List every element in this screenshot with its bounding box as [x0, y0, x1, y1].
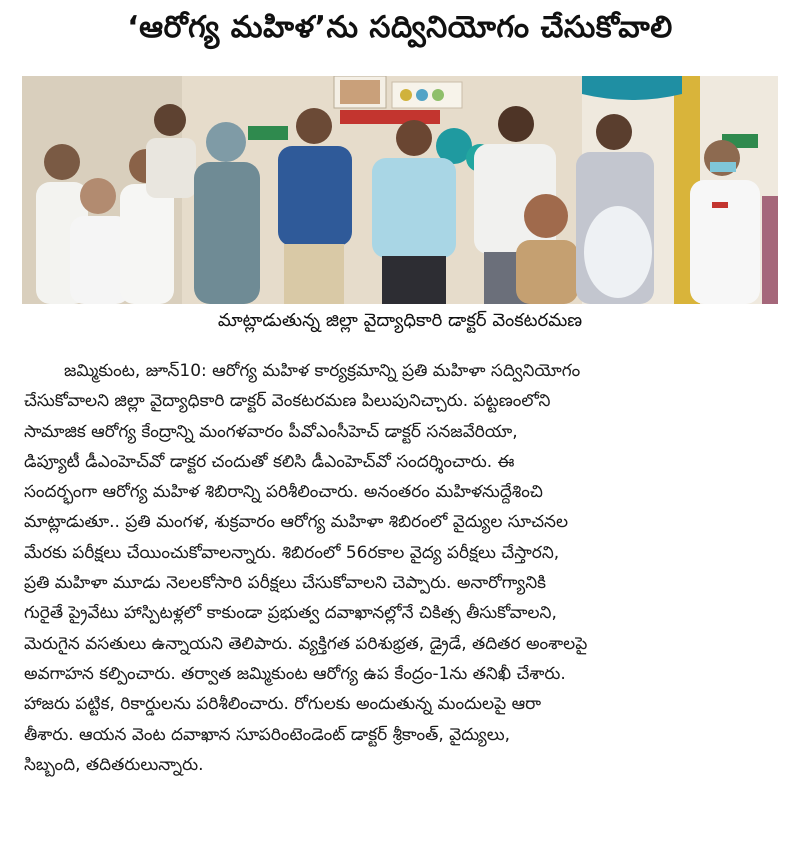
body-line: డిప్యూటీ డీఎంహెచ్‌వో డాక్టర చందుతో కలిసి డీఎంహెచ్‌వో సందర్శించారు. ఈ	[24, 451, 515, 472]
body-line: సామాజిక ఆరోగ్య కేంద్రాన్ని మంగళవారం పీవోఎంసీహెచ్ డాక్టర్ సనజవేరియా,	[24, 421, 518, 442]
article-photo	[22, 76, 778, 304]
body-line: ప్రతి మహిళా మూడు నెలలకోసారి పరీక్షలు చేసుకోవాలని చెప్పారు. అనారోగ్యానికి	[24, 573, 547, 594]
body-line: మాట్లాడుతూ.. ప్రతి మంగళ, శుక్రవారం ఆరోగ్య మహిళా శిబిరంలో వైద్యుల సూచనల	[24, 512, 568, 533]
body-line: మేరకు పరీక్షలు చేయించుకోవాలన్నారు. శిబిరంలో 56రకాల వైద్య పరీక్షలు చేస్తారని,	[24, 542, 560, 563]
group-photo-illustration	[22, 76, 778, 304]
body-line: జమ్మికుంట, జూన్10: ఆరోగ్య మహిళ కార్యక్రమాన్ని ప్రతి మహిళా సద్వినియోగం	[64, 361, 581, 381]
article-headline: ‘ఆరోగ్య మహిళ’ను సద్వినియోగం చేసుకోవాలి	[127, 10, 673, 45]
body-line: తీశారు. ఆయన వెంట దవాఖాన సూపరింటెండెంట్ డాక్టర్ శ్రీకాంత్, వైద్యులు,	[24, 724, 511, 745]
body-line: గురైతే ప్రైవేటు హాస్పిటళ్లలో కాకుండా ప్రభుత్వ దవాఖానల్లోనే చికిత్స తీసుకోవాలని,	[24, 603, 557, 624]
body-line: హాజరు పట్టిక, రికార్డులను పరిశీలించారు. రోగులకు అందుతున్న మందులపై ఆరా	[24, 694, 542, 715]
article-body	[24, 356, 780, 780]
body-line: సందర్భంగా ఆరోగ్య మహిళ శిబిరాన్ని పరిశీలించారు. అనంతరం మహిళనుద్దేశించి	[24, 482, 543, 503]
body-line: చేసుకోవాలని జిల్లా వైద్యాధికారి డాక్టర్ వెంకటరమణ పిలుపునిచ్చారు. పట్టణంలోని	[24, 391, 551, 412]
body-line: అవగాహన కల్పించారు. తర్వాత జమ్మికుంట ఆరోగ్య ఉప కేంద్రం-1ను తనిఖీ చేశారు.	[24, 663, 566, 684]
body-line: సిబ్బంది, తదితరులున్నారు.	[24, 754, 204, 775]
body-line: మెరుగైన వసతులు ఉన్నాయని తెలిపారు. వ్యక్తిగత పరిశుభ్రత, డ్రైడే, తదితర అంశాలపై	[24, 633, 588, 654]
photo-caption: మాట్లాడుతున్న జిల్లా వైద్యాధికారి డాక్టర్ వెంకటరమణ	[217, 310, 583, 331]
